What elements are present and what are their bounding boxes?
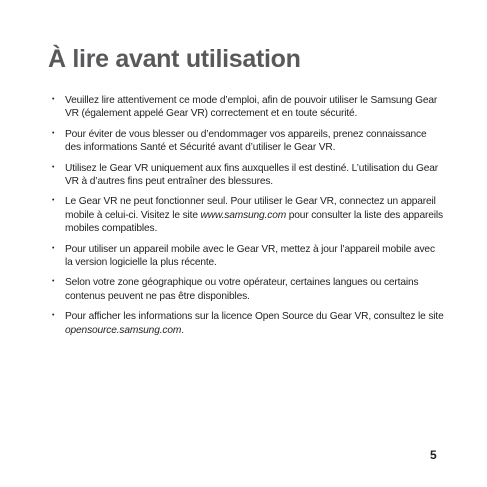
bullet-text: Pour afficher les informations sur la licence Open Source du Gear VR, consultez le site	[65, 311, 444, 323]
bullet-text-end: .	[181, 324, 184, 336]
bullet-icon: •	[52, 278, 55, 286]
bullet-item	[52, 310, 444, 337]
page-number: 5	[430, 448, 437, 462]
bullet-item	[52, 195, 444, 235]
bullet-icon: •	[52, 96, 55, 103]
bullet-text: Utilisez le Gear VR uniquement aux fins auxquelles il est destiné. L’utilisation du Gear VR à d’autres fins peut entraîner des blessures.	[65, 162, 438, 188]
opensource-website-link[interactable]: opensource.samsung.com	[65, 324, 182, 336]
bullet-text: Selon votre zone géographique ou votre opérateur, certaines langues ou certains contenus peuvent ne pas être disponibles.	[65, 277, 419, 302]
bullet-item	[52, 243, 444, 270]
bullet-text: Veuillez lire attentivement ce mode d’emploi, afin de pouvoir utiliser le Samsung Gear VR (également appelé Gear VR) correctement et en toute sécurité.	[65, 95, 438, 120]
bullet-item	[52, 276, 444, 303]
bullet-icon: •	[52, 312, 55, 320]
bullet-text: Pour éviter de vous blesser ou d’endommager vos appareils, prenez connaissance des informations Santé et Sécurité avant d’utiliser le Gear VR.	[65, 128, 427, 154]
bullet-icon: •	[52, 244, 55, 252]
bullet-text: Le Gear VR ne peut fonctionner seul. Pour utiliser le Gear VR, connectez un appareil mobile à celui-ci. Visitez le site	[65, 196, 436, 221]
bullet-item	[52, 128, 444, 155]
bullet-list	[52, 94, 444, 344]
page-title: À lire avant utilisation	[48, 45, 301, 73]
bullet-text-end: pour consulter la liste des appareils mobiles compatibles.	[65, 209, 443, 235]
bullet-icon: •	[52, 163, 55, 171]
bullet-icon: •	[52, 129, 55, 137]
bullet-item	[52, 94, 444, 121]
bullet-item	[52, 162, 444, 189]
bullet-text: Pour utiliser un appareil mobile avec le Gear VR, mettez à jour l’appareil mobile avec la version logicielle la plus récente.	[65, 243, 435, 269]
samsung-website-link[interactable]: www.samsung.com	[200, 209, 287, 221]
bullet-icon: •	[52, 197, 55, 205]
